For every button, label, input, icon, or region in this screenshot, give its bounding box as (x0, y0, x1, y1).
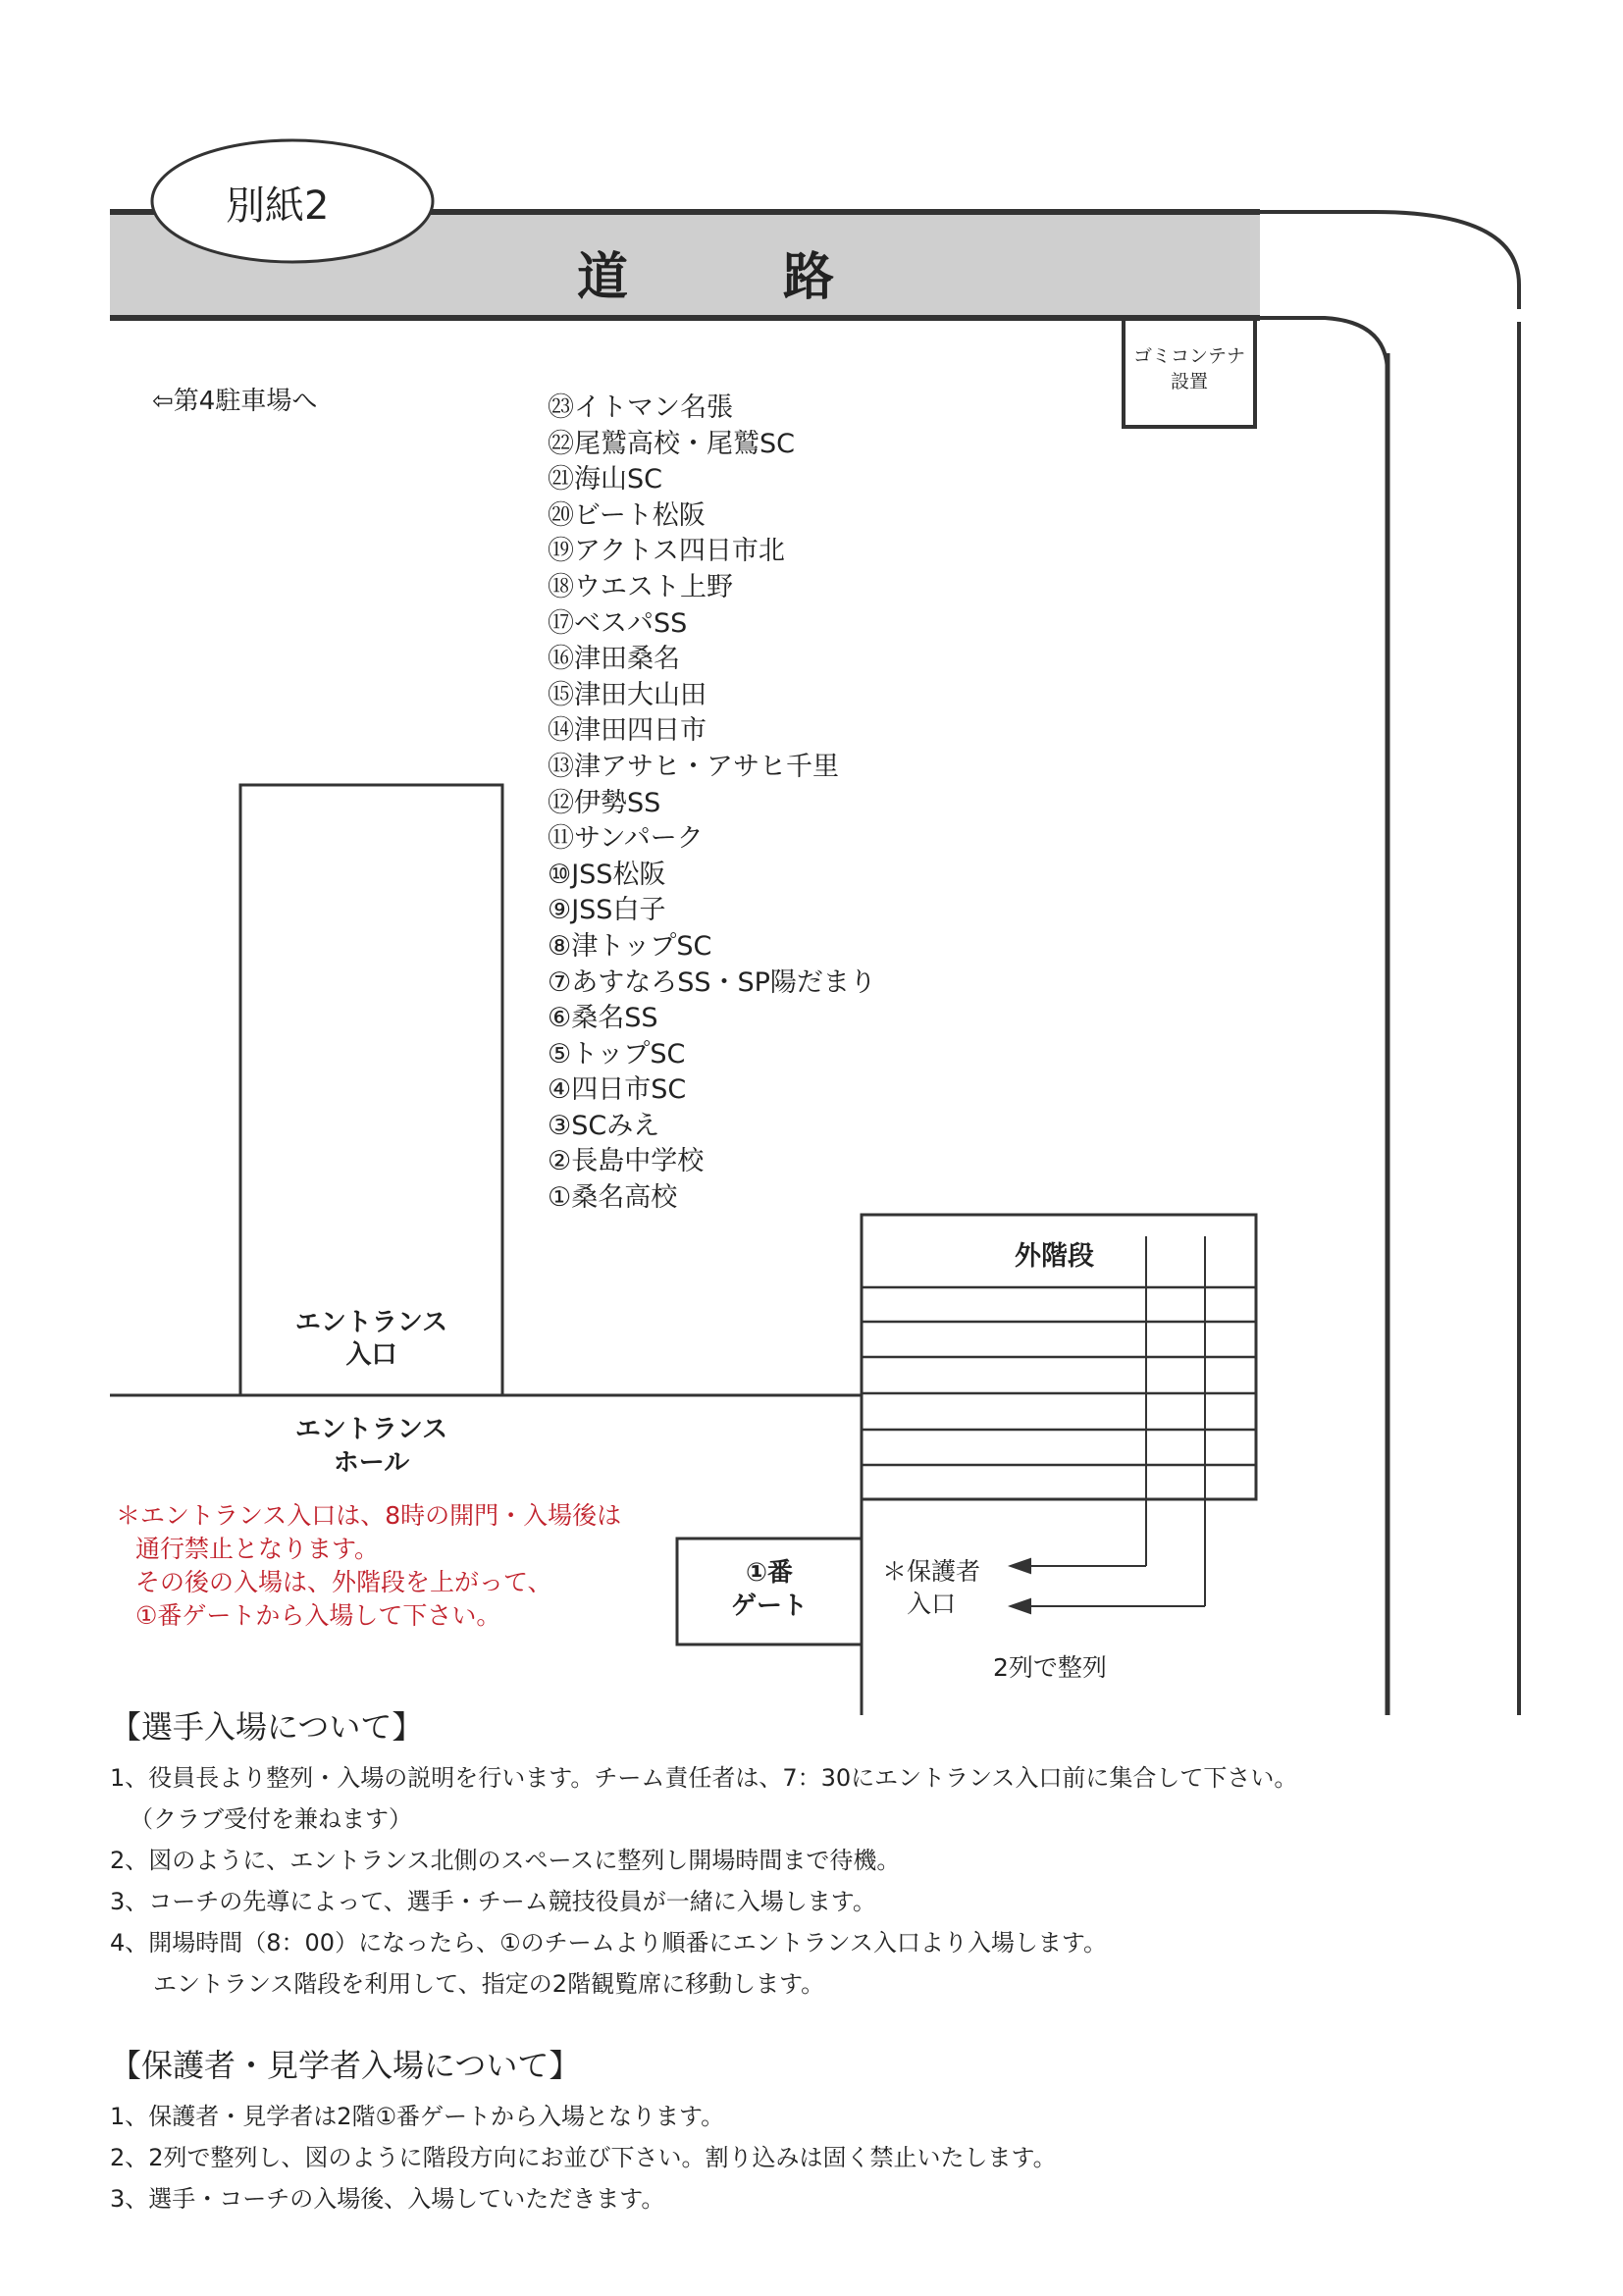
players-item: 3、コーチの先導によって、選手・チーム競技役員が一緒に入場します。 (110, 1888, 876, 1915)
team-entry: ⑱ウエスト上野 (548, 571, 733, 602)
stair-steps (862, 1287, 1256, 1465)
sheet-label: 別紙2 (226, 183, 330, 229)
team-entry: ⑪サンパーク (548, 823, 704, 855)
entrance-notice (116, 1499, 621, 1633)
guardian-entry-label (867, 1555, 995, 1620)
parking-direction (152, 381, 317, 417)
team-entry: ⑰ベスパSS (548, 607, 688, 639)
entrance-line2: 入口 (345, 1340, 397, 1370)
gate-line1: ①番 (745, 1558, 793, 1588)
garbage-line1: ゴミコンテナ (1132, 345, 1245, 367)
team-entry: ㉓イトマン名張 (548, 392, 733, 423)
team-entry: ⑨JSS白子 (548, 895, 666, 926)
players-item: 1、役員長より整列・入場の説明を行います。チーム責任者は、7：30にエントランス入口前に集合して下さい。 (110, 1764, 1298, 1792)
stairs-label: 外階段 (1015, 1241, 1094, 1272)
team-entry: ⑦あすなろSS・SP陽だまり (548, 966, 876, 998)
hall-label (240, 1413, 502, 1480)
team-entry: ④四日市SC (548, 1074, 687, 1106)
guests-item: 2、2列で整列し、図のように階段方向にお並び下さい。割り込みは固く禁止いたします。 (110, 2144, 1057, 2171)
team-entry: ⑥桑名SS (548, 1003, 658, 1034)
garbage-label (1124, 343, 1255, 394)
team-order-list (548, 391, 876, 1217)
guests-entry-section (110, 2041, 1523, 2219)
notice-line: 通行禁止となります。 (135, 1535, 380, 1563)
players-item: 4、開場時間（8：00）になったら、①のチームより順番にエントランス入口より入場します。 (110, 1929, 1107, 1957)
team-entry: ⑭津田四日市 (548, 715, 707, 747)
team-entry: ㉑海山SC (548, 464, 662, 496)
road-curve-outer (1260, 212, 1519, 309)
players-item: 2、図のように、エントランス北側のスペースに整列し開場時間まで待機。 (110, 1847, 901, 1874)
left-arrow-icon: ⇦ (152, 387, 174, 416)
notice-line: その後の入場は、外階段を上がって、 (135, 1568, 552, 1596)
hall-line2: ホール (333, 1448, 410, 1478)
guests-item: 3、選手・コーチの入場後、入場していただきます。 (110, 2185, 665, 2213)
guardian-entry-line2: 入口 (906, 1590, 956, 1618)
notice-line: ＊エントランス入口は、8時の開門・入場後は (116, 1501, 622, 1530)
entrance-line1: エントランス (294, 1308, 448, 1337)
notice-line: ①番ゲートから入場して下さい。 (135, 1601, 501, 1630)
road-curve-inner (1260, 318, 1387, 373)
entrance-label (240, 1307, 502, 1372)
players-item: （クラブ受付を兼ねます） (130, 1805, 412, 1833)
team-entry: ⑧津トップSC (548, 930, 712, 962)
queue-arrows (1011, 1236, 1205, 1613)
players-entry-section (110, 1702, 1523, 2005)
team-entry: ㉒尾鷲高校・尾鷲SC (548, 428, 795, 459)
team-entry: ⑲アクトス四日市北 (548, 536, 785, 567)
hall-line1: エントランス (294, 1415, 448, 1444)
gate-label (677, 1556, 862, 1623)
team-entry: ⑮津田大山田 (548, 679, 707, 710)
guardian-entry-line1: ＊保護者 (881, 1557, 980, 1586)
team-entry: ③SCみえ (548, 1110, 660, 1141)
entrance-building (240, 785, 502, 1395)
parking-label: 第4駐車場へ (173, 387, 318, 416)
team-entry: ②長島中学校 (548, 1146, 705, 1177)
team-entry: ⑯津田桑名 (548, 644, 680, 675)
guests-section-title: 【保護者・見学者入場について】 (110, 2047, 581, 2084)
players-item: エントランス階段を利用して、指定の2階観覧席に移動します。 (153, 1970, 825, 1998)
team-entry: ⑫伊勢SS (548, 787, 661, 818)
team-entry: ⑤トップSC (548, 1038, 686, 1070)
team-entry: ⑳ビート松阪 (548, 499, 706, 531)
gate-line2: ゲート (730, 1592, 808, 1621)
team-entry: ⑩JSS松阪 (548, 859, 666, 890)
guests-item: 1、保護者・見学者は2階①番ゲートから入場となります。 (110, 2103, 725, 2130)
road-label: 道 路 (577, 248, 853, 307)
players-section-title: 【選手入場について】 (110, 1708, 424, 1746)
team-entry: ⑬津アサヒ・アサヒ千里 (548, 751, 839, 782)
two-rows-label: 2列で整列 (993, 1653, 1107, 1682)
team-entry: ①桑名高校 (548, 1182, 678, 1214)
garbage-line2: 設置 (1170, 371, 1208, 392)
